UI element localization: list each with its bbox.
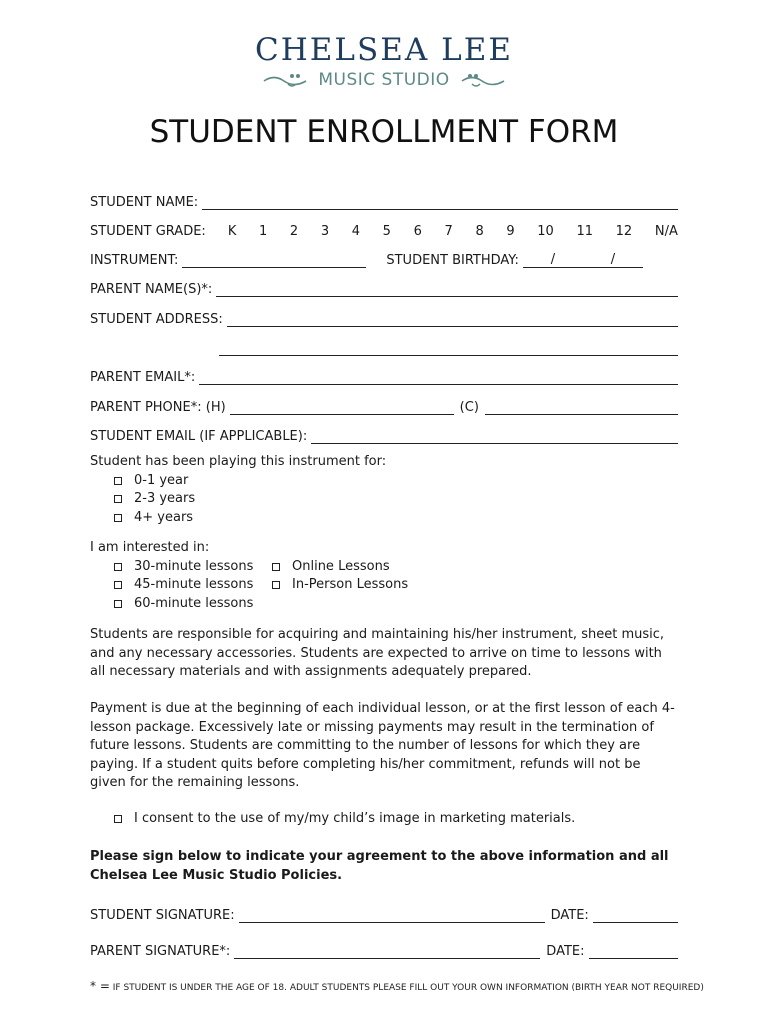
interest-option[interactable] [114, 576, 272, 595]
parent-email-label: PARENT EMAIL*: [90, 370, 196, 385]
parent-phone-cell-field[interactable] [485, 400, 678, 415]
instrument-label: INSTRUMENT: [90, 253, 179, 268]
grade-option[interactable]: 10 [537, 224, 554, 239]
parent-date-field[interactable] [589, 944, 679, 959]
interest-section [90, 539, 678, 613]
grade-option[interactable]: 1 [258, 224, 268, 239]
parent-names-label: PARENT NAME(S)*: [90, 282, 213, 297]
student-email-row [90, 424, 678, 444]
parent-signature-label: PARENT SIGNATURE*: [90, 944, 231, 959]
student-name-field[interactable] [202, 195, 678, 210]
studio-logo-subtitle: MUSIC STUDIO [318, 70, 450, 90]
grade-options [228, 224, 678, 239]
parent-date-label: DATE: [546, 944, 585, 959]
experience-option[interactable] [114, 472, 678, 491]
grade-option[interactable]: 11 [576, 224, 594, 239]
checkbox-icon[interactable] [272, 563, 280, 571]
interest-option[interactable] [272, 558, 390, 577]
student-email-field[interactable] [311, 429, 678, 444]
checkbox-icon[interactable] [114, 495, 122, 503]
parent-email-field[interactable] [199, 370, 678, 385]
interest-question: I am interested in: [90, 540, 210, 555]
instrument-field[interactable] [182, 253, 366, 268]
interest-option-label: 60-minute lessons [134, 595, 254, 611]
grade-option[interactable]: 2 [289, 224, 299, 239]
student-address-row [90, 307, 678, 327]
student-grade-label: STUDENT GRADE: [90, 224, 206, 239]
grade-option[interactable]: 7 [444, 224, 453, 239]
grade-option[interactable]: 6 [413, 224, 422, 239]
student-address-label: STUDENT ADDRESS: [90, 312, 223, 327]
checkbox-icon[interactable] [114, 563, 122, 571]
birthday-separator: / [610, 252, 616, 267]
instrument-birthday-row [90, 248, 678, 268]
grade-option[interactable]: 8 [475, 224, 484, 239]
consent-option[interactable] [114, 810, 678, 829]
student-birthday-field[interactable] [523, 251, 643, 268]
experience-option[interactable] [114, 490, 678, 509]
grade-option[interactable]: 3 [320, 224, 330, 239]
parent-email-row [90, 365, 678, 385]
consent-row [90, 810, 678, 829]
grade-option[interactable]: K [227, 224, 237, 239]
student-name-row [90, 190, 678, 210]
student-signature-row [90, 903, 678, 923]
checkbox-icon[interactable] [114, 815, 122, 823]
interest-row [114, 558, 678, 577]
checkbox-icon[interactable] [114, 600, 122, 608]
parent-phone-home-field[interactable] [230, 400, 454, 415]
parent-signature-row [90, 939, 678, 959]
interest-option-label: 30-minute lessons [134, 558, 254, 574]
experience-option-label: 2-3 years [134, 491, 196, 506]
student-signature-label: STUDENT SIGNATURE: [90, 908, 235, 923]
parent-names-field[interactable] [216, 282, 678, 297]
studio-logo-name: CHELSEA LEE [255, 32, 513, 68]
student-name-label: STUDENT NAME: [90, 195, 199, 210]
footnote [90, 979, 704, 993]
grade-option[interactable]: 12 [615, 224, 633, 239]
checkbox-icon[interactable] [272, 581, 280, 589]
footnote-text: IF STUDENT IS UNDER THE AGE OF 18. ADULT STUDENTS PLEASE FILL OUT YOUR OWN INFORMATION (BIRTH YEAR NOT REQUIRED) [112, 983, 704, 993]
experience-option-label: 4+ years [134, 509, 194, 525]
student-address-field[interactable] [227, 312, 678, 327]
student-date-label: DATE: [550, 908, 589, 923]
student-address-row-2 [219, 336, 678, 356]
parent-signature-field[interactable] [234, 944, 540, 959]
interest-option-label: 45-minute lessons [134, 577, 254, 592]
interest-option-label: Online Lessons [292, 558, 390, 574]
interest-option[interactable] [114, 558, 272, 577]
student-birthday-label: STUDENT BIRTHDAY: [386, 253, 519, 268]
interest-row [114, 576, 678, 595]
birthday-separator: / [550, 252, 556, 267]
interest-option-label: In-Person Lessons [292, 577, 409, 592]
parent-phone-label: PARENT PHONE*: (H) [90, 400, 226, 415]
interest-row [114, 595, 678, 614]
consent-label: I consent to the use of my/my child’s image in marketing materials. [134, 811, 576, 826]
experience-option-label: 0-1 year [134, 472, 189, 488]
student-signature-field[interactable] [239, 908, 545, 923]
experience-section [90, 453, 678, 527]
parent-phone-cell-label: (C) [459, 400, 479, 415]
interest-option[interactable] [272, 576, 408, 595]
parent-phone-row [90, 395, 678, 415]
grade-option[interactable]: N/A [654, 224, 678, 239]
studio-logo-subtitle-row [0, 70, 768, 90]
student-date-field[interactable] [593, 908, 678, 923]
checkbox-icon[interactable] [114, 477, 122, 485]
grade-option[interactable]: 4 [351, 224, 361, 239]
interest-option[interactable] [114, 595, 272, 614]
student-grade-row [90, 219, 678, 239]
flourish-right-icon [460, 70, 506, 90]
payment-paragraph: Payment is due at the beginning of each individual lesson, or at the first lesson of each 4-lesson package. Excessively late or missing payments may result in the termination of future lessons. Students are committing to the number of lessons for which they are paying. If a student quits before completing his/her commitment, refunds will not be given for the remaining lessons. [90, 701, 675, 790]
student-email-label: STUDENT EMAIL (IF APPLICABLE): [90, 429, 308, 444]
responsibility-paragraph: Students are responsible for acquiring and maintaining his/her instrument, sheet music, and any necessary accessories. Students are expected to arrive on time to lessons with all necessary materials and with assignments adequately prepared. [90, 627, 665, 679]
grade-option[interactable]: 9 [506, 224, 515, 239]
parent-names-row [90, 277, 678, 297]
student-address-field-2[interactable] [219, 341, 678, 356]
experience-question: Student has been playing this instrument for: [90, 454, 387, 469]
flourish-left-icon [262, 70, 308, 90]
experience-option[interactable] [114, 509, 678, 528]
form-title: STUDENT ENROLLMENT FORM [149, 114, 619, 150]
footnote-marker: * = [90, 979, 110, 993]
checkbox-icon[interactable] [114, 581, 122, 589]
agreement-statement: Please sign below to indicate your agreement to the above information and all Chelsea Lee Music Studio Policies. [90, 849, 669, 883]
grade-option[interactable]: 5 [382, 224, 391, 239]
checkbox-icon[interactable] [114, 514, 122, 522]
